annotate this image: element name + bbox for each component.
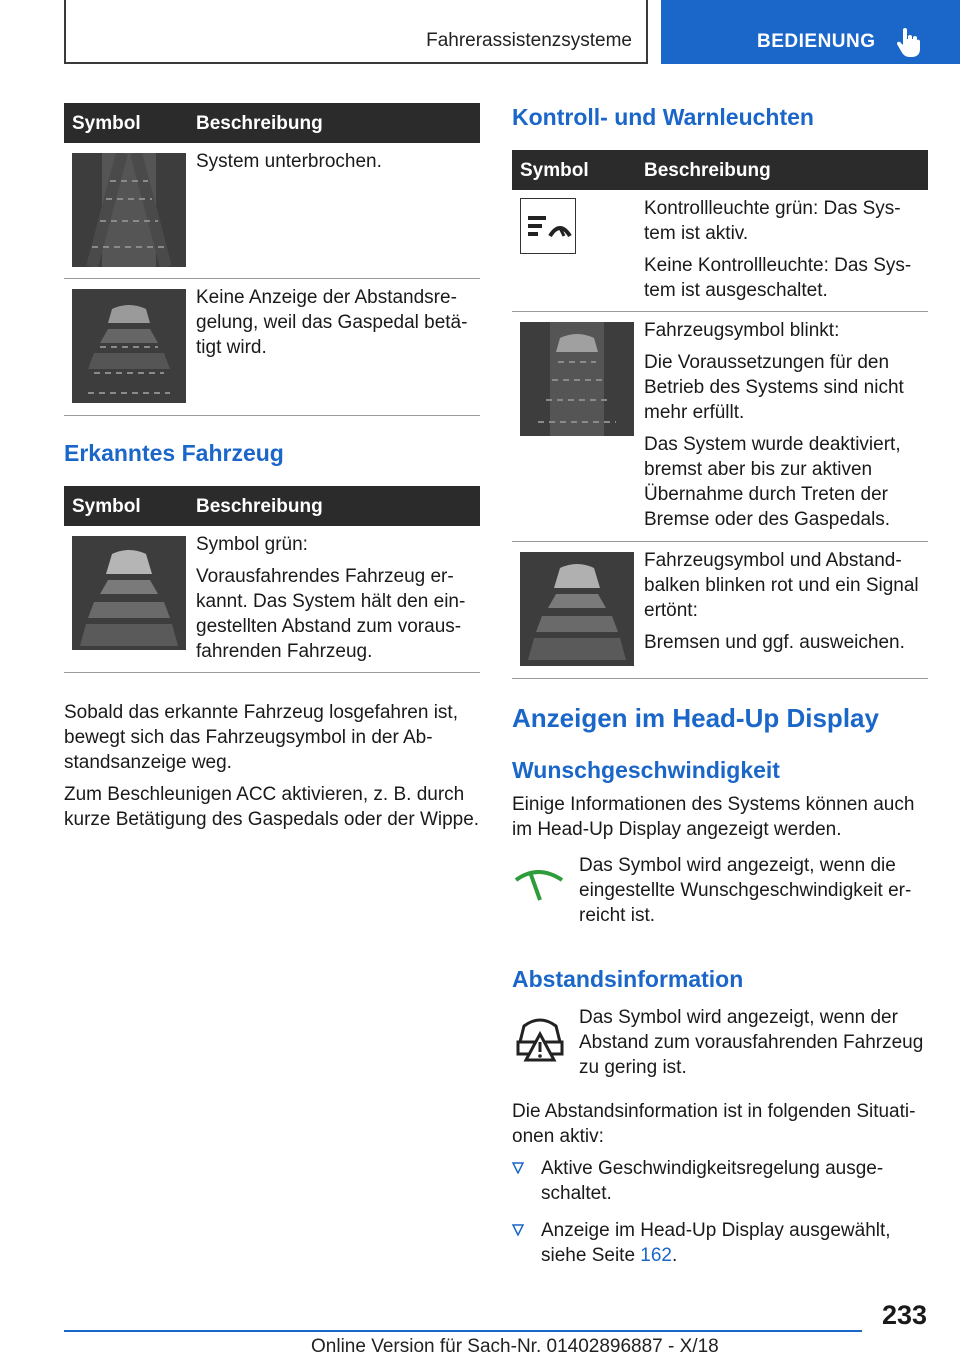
hud-intro: Einige Informationen des Systems können auch im Head-Up Display angezeigt werden. — [512, 794, 915, 840]
table-row — [64, 143, 480, 279]
indicator-table — [512, 150, 928, 679]
bullet-triangle-icon — [512, 1224, 524, 1236]
vehicle-warning-icon — [520, 552, 634, 666]
table-row — [512, 312, 928, 542]
subheading-desired-speed: Wunschgeschwindigkeit — [512, 757, 780, 783]
situation-list — [512, 1156, 912, 1275]
desired-speed-icon — [512, 858, 568, 910]
section-heading-indicators: Kontroll- und Warnleuchten — [512, 104, 814, 130]
col-symbol-header: Symbol — [72, 496, 141, 517]
section-heading-recognized-vehicle: Erkanntes Fahrzeug — [64, 440, 284, 466]
header-section-box — [64, 0, 648, 64]
distance-situations: Die Abstandsinformation ist in folgenden Situati-onen aktiv: — [512, 1101, 916, 1147]
list-item: Anzeige im Head-Up Display ausgewählt, siehe Seite 162. — [512, 1218, 912, 1268]
acc-indicator-icon — [520, 198, 576, 254]
table-header — [64, 486, 480, 526]
distance-warning-icon — [514, 1012, 566, 1064]
row-description: Fahrzeugsymbol blinkt: Die Voraussetzungen für den Betrieb des Systems sind nicht mehr erfüllt. Das System wurde deaktiviert, bremst aber bis zur aktiven Übernahme durch Treten der Bremse oder des Gaspedals. — [644, 320, 904, 530]
col-description-header: Beschreibung — [644, 160, 771, 181]
page-number: 233 — [882, 1300, 928, 1330]
hand-pointer-icon — [897, 27, 921, 57]
table-header — [512, 150, 928, 190]
table-header — [64, 103, 480, 143]
recognized-paragraphs — [64, 700, 480, 839]
col-description-header: Beschreibung — [196, 113, 323, 134]
page-reference-link[interactable]: 162 — [640, 1245, 672, 1266]
footer-divider — [64, 1330, 862, 1332]
paragraph: Sobald das erkannte Fahrzeug losgefahren ist, bewegt sich das Fahrzeugsymbol in der Ab-standsanzeige weg. — [64, 702, 458, 773]
col-symbol-header: Symbol — [72, 113, 141, 134]
row-description: Kontrollleuchte grün: Das Sys-tem ist aktiv. Keine Kontrollleuchte: Das Sys-tem ist ausgeschaltet. — [644, 198, 912, 301]
table-row — [64, 279, 480, 416]
status-table — [64, 103, 480, 416]
col-symbol-header: Symbol — [520, 160, 589, 181]
acc-interrupted-icon — [72, 153, 186, 267]
header-chapter-title: BEDIENUNG — [757, 31, 876, 52]
bullet-triangle-icon — [512, 1162, 524, 1174]
row-description: Symbol grün: Vorausfahrendes Fahrzeug er-kannt. Das System hält den ein-gestellten Abstand zum voraus-fahrenden Fahrzeug. — [196, 534, 466, 662]
table-row — [512, 190, 928, 312]
distance-info-text: Das Symbol wird angezeigt, wenn der Abstand zum vorausfahrenden Fahrzeug zu gering ist. — [579, 1007, 924, 1078]
table-row — [64, 526, 480, 673]
list-item: Aktive Geschwindigkeitsregelung ausge-schaltet. — [512, 1156, 912, 1206]
row-description: Keine Anzeige der Abstandsre-gelung, weil das Gaspedal betä-tigt wird. — [196, 287, 468, 358]
footer-text: Online Version für Sach-Nr. 01402896887 - X/18 — [311, 1336, 719, 1357]
header-section-title: Fahrerassistenzsysteme — [426, 30, 632, 51]
subheading-distance-info: Abstandsinformation — [512, 966, 744, 992]
table-row — [512, 542, 928, 679]
vehicle-blinking-icon — [520, 322, 634, 436]
row-description: System unterbrochen. — [196, 151, 382, 172]
paragraph: Zum Beschleunigen ACC aktivieren, z. B. durch kurze Betätigung des Gaspedals oder der Wippe. — [64, 784, 480, 830]
header-chapter-tab[interactable] — [661, 0, 960, 64]
section-heading-hud: Anzeigen im Head-Up Display — [512, 703, 879, 733]
vehicle-recognized-icon — [72, 536, 186, 650]
row-description: Fahrzeugsymbol und Abstand-balken blinken rot und ein Signal ertönt: Bremsen und ggf. ausweichen. — [644, 550, 919, 653]
col-description-header: Beschreibung — [196, 496, 323, 517]
desired-speed-text: Das Symbol wird angezeigt, wenn die eingestellte Wunschgeschwindigkeit er-reicht ist. — [579, 855, 912, 926]
recognized-table — [64, 486, 480, 673]
acc-no-display-icon — [72, 289, 186, 403]
